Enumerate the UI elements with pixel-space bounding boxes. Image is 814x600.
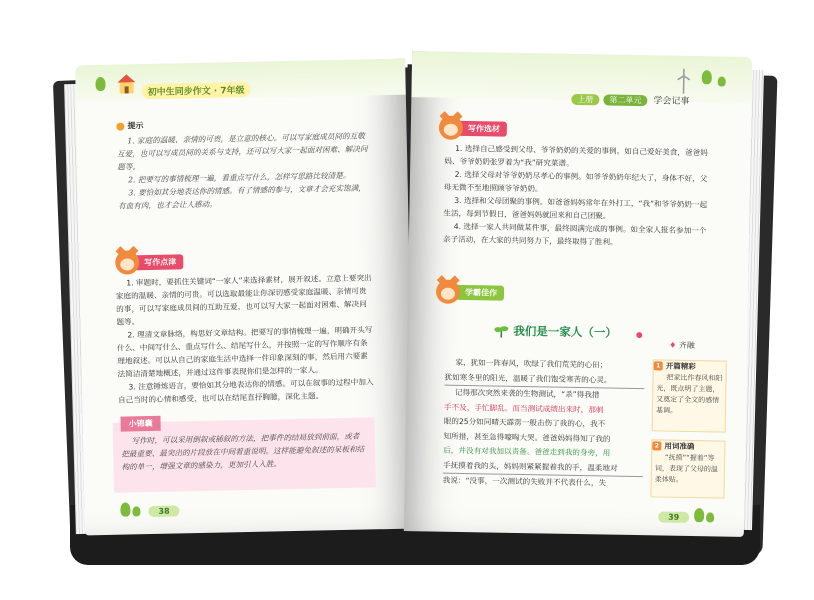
flower-icon <box>635 331 643 339</box>
section-label-model-essay <box>436 280 504 305</box>
essay-line: 犹如寒冬里的阳光，温暖了我们饱受寒苦的心灵。 <box>444 370 644 389</box>
right-page <box>404 51 752 537</box>
side-note-1-title: 开篇精彩 <box>665 361 696 372</box>
right-header <box>571 92 689 107</box>
side-note-1 <box>652 359 727 432</box>
essay-line: 记得那次突然来袭的生物测试，“杀”得我措 <box>454 387 600 400</box>
side-note-2-text: “抚摸”“握着”等词，表现了父母的温柔体贴。 <box>654 453 719 484</box>
tip-1: 1. 家庭的温暖、亲情的可贵，是立意的核心。可以写家庭成员间的互敬互爱，也可以写成员间的关系与支持，还可以写大家一起面对困难、解决问题等。 <box>116 131 368 172</box>
material-1: 1. 选择自己感受到父母、爷爷奶奶的关爱的事例。如自己爱好美食，爸爸妈妈、爷爷奶奶张罗着为“我”研究菜谱。 <box>444 143 708 168</box>
tree-icon <box>95 77 105 91</box>
essay-title: 我们是一家人（一） <box>513 323 617 340</box>
writing-tips-text <box>116 271 377 406</box>
tips-box-label: 小锦囊 <box>120 416 160 432</box>
tips-box-text: 写作时，可以采用倒叙或插叙的方法，把事件的结局放到前面，或者把最重要、最突出的片段放在中间着重说明。这样能避免叙述的呆板和结构的单一，增强文章的感染力，更加引人入胜。 <box>121 431 365 472</box>
section2-label-text: 学霸佳作 <box>455 284 504 300</box>
bulb-icon <box>116 122 124 130</box>
tree-icon <box>718 76 726 86</box>
material-3: 3. 选择和父母团聚的事例。如爸爸妈妈常年在外打工，“我”和爷爷奶奶一起生活，每到节假日，爸爸妈妈就回来和自己团聚。 <box>443 195 708 221</box>
tree-icon <box>706 512 714 522</box>
essay-line: 眼的25分如同晴天霹雳一般击伤了我的心，我不 <box>443 416 606 429</box>
writing-tip-2: 2. 理清文章脉络，构思好文章结构。把要写的事情梳理一遍，明确开头写什么、中间写什么、重点写什么、结尾写什么，并按照一定的写作顺序有条理地叙述。可以从自己的家庭生活中选择一件印象深刻的事，然后用六要素法简洁清楚地概述，并通过这件事表现你们是怎样的一家人。 <box>116 325 373 379</box>
material-4: 4. 选择一家人共同做某件事，最终圆满完成的事例。如全家人报名参加一个亲子活动，在大家的共同努力下，最终取得了胜利。 <box>442 221 707 247</box>
tree-icon <box>702 70 712 84</box>
tree-icon <box>694 508 704 522</box>
material-2: 2. 选择父母对爷爷奶奶尽孝心的事例。如爷爷奶奶年纪大了，身体不好，父母无微不至地照顾爷爷奶奶。 <box>443 169 708 194</box>
tips-text <box>117 129 371 212</box>
section-label-writing-tips <box>115 249 183 274</box>
side-note-1-num: 1 <box>654 361 663 370</box>
right-page-number: 39 <box>658 511 689 523</box>
side-note-2-title: 用词准确 <box>664 441 695 452</box>
essay-author: ♦ 齐融 <box>669 340 695 351</box>
left-header-title: 初中生同步作文 · 7年级 <box>142 82 251 99</box>
windmill-icon <box>674 68 694 94</box>
essay-body <box>443 356 645 492</box>
cat-mascot-icon <box>436 280 460 304</box>
writing-tip-3: 3. 注意锤炼语言，要恰如其分地表达你的情感。可以在叙事的过程中加入自己当时的心情和感受，也可以在结尾直抒胸臆，深化主题。 <box>118 377 374 405</box>
side-note-1-text: 把家比作春风和阳光，既点明了主题，又奠定了全文的感情基调。 <box>655 373 723 415</box>
section-label-text: 写作点津 <box>134 254 183 270</box>
essay-line: 后，并没有对我加以责备。爸爸走到我的身旁，用 <box>443 445 611 458</box>
author-name: 齐融 <box>678 340 695 351</box>
tree-icon <box>132 506 140 516</box>
tip-3: 3. 要恰如其分地表达你的情感。有了情感的参与，文章才会充实饱满，有血有肉，也才会让人感动。 <box>117 183 366 211</box>
header-unit: 第二单元 <box>603 94 647 106</box>
section-label-material <box>439 116 507 141</box>
side-note-2 <box>650 439 725 498</box>
side-note-2-num: 2 <box>652 441 661 450</box>
tip-2: 2. 把要写的事情梳理一遍，看重点写什么，怎样写思路比较清楚。 <box>128 170 351 185</box>
cat-mascot-icon <box>115 250 139 274</box>
sprout-icon <box>493 323 509 339</box>
cat-mascot-icon <box>439 116 463 140</box>
essay-line: 手不及，手忙脚乱。而当测试成绩出来时，那刺 <box>443 402 604 414</box>
essay-line: 我说：“没事，一次测试的失败并不代表什么，失 <box>442 475 607 488</box>
essay-line: 手抚摸着我的头，妈妈则紧紧握着我的手，温柔地对 <box>443 458 643 477</box>
essay-line: 知所措，甚至急得嚎啕大哭。爸爸妈妈得知了我的 <box>443 431 611 444</box>
tip-label <box>116 120 143 132</box>
tree-icon <box>120 502 130 516</box>
tip-label-text: 提示 <box>127 121 144 131</box>
left-page <box>75 59 415 536</box>
material-text <box>443 142 715 251</box>
header-title: 学会记事 <box>653 96 690 107</box>
house-icon <box>115 72 137 94</box>
left-page-number: 38 <box>148 505 179 517</box>
section1-label-text: 写作选材 <box>458 120 507 136</box>
writing-tip-1: 1. 审题时，要抓住关键词“一家人”来选择素材，展开叙述。立意上要突出家庭的温暖、亲情的可贵。可以选取最能让你深切感受家庭温暖、亲情可贵的事，可以写家庭成员间的互助互爱，也可以写大家一起面对困难、解决问题等。 <box>115 273 372 327</box>
header-section: 上册 <box>571 94 599 105</box>
essay-line: 家，犹如一阵春风，吹绿了我们荒芜的心田； <box>455 357 608 370</box>
